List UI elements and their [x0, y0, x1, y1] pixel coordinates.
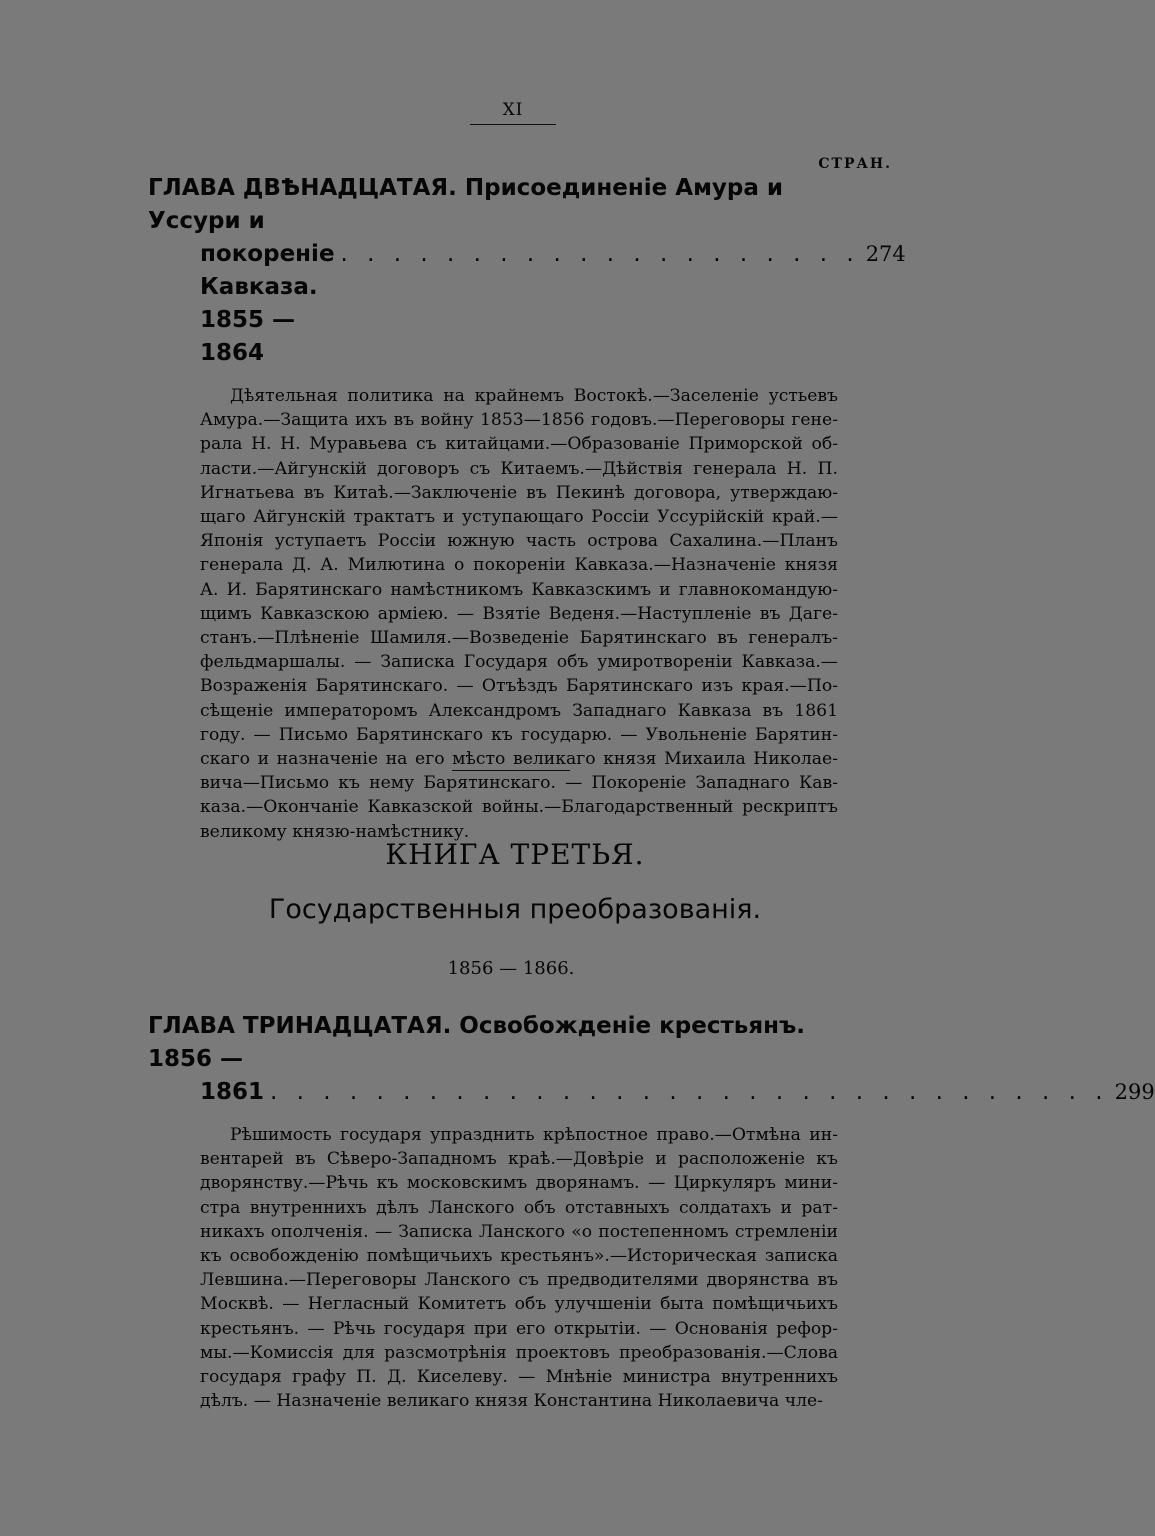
chapter-twelve-heading [148, 172, 906, 370]
chapter-thirteen-entry [148, 1010, 1155, 1413]
book-subtitle: Государственныя преобразованія. [268, 894, 762, 925]
chapter-twelve-title-line1: ГЛАВА ДВѢНАДЦАТАЯ. Присоединеніе Амура и Уссури и [148, 175, 783, 234]
chapter-twelve-page-ref: 274 [865, 242, 906, 266]
chapter-thirteen-heading [148, 1010, 1155, 1109]
chapter-thirteen-title-line1: ГЛАВА ТРИНАДЦАТАЯ. Освобожденіе крестьянъ. 1856 — [148, 1013, 806, 1072]
chapter-thirteen-page-ref: 299 [1114, 1080, 1155, 1104]
chapter-thirteen-title-line2: 1861 [200, 1079, 265, 1105]
page-column-label: СТРАН. [818, 156, 892, 172]
page-number: XI [470, 100, 556, 125]
chapter-twelve-summary: Дѣятельная политика на крайнемъ Востокѣ.—Заселеніе устьевъ Амура.—Защита ихъ въ войну 1853—1856 годовъ.—Переговоры генерала Н. Н. Муравьева съ китайцами.—Образованіе Приморской области.—Айгунскій договоръ съ Китаемъ.—Дѣйствія генерала Н. П. Игнатьева въ Китаѣ.—Заключеніе въ Пекинѣ договора, утверждающаго Айгунскій трактатъ и уступающаго Россіи Уссурійскій край.— Японія уступаетъ Россіи южную часть острова Сахалина.—Планъ генерала Д. А. Милютина о покореніи Кавказа.—Назначеніе князя А. И. Барятинскаго намѣстникомъ Кавказскимъ и главнокомандующимъ Кавказскою арміею. — Взятіе Веденя.—Наступленіе въ Дагестанъ.—Плѣненіе Шамиля.—Возведеніе Барятинскаго въ генералъ-фельдмаршалы. — Записка Государя объ умиротвореніи Кавказа.— Возраженія Барятинскаго. — Отъѣздъ Барятинскаго изъ края.—Посѣщеніе императоромъ Александромъ Западнаго Кавказа въ 1861 году. — Письмо Барятинскаго къ государю. — Увольненіе Барятинскаго и назначеніе на его мѣсто великаго князя Михаила Николаевича—Письмо къ нему Барятинскаго. — Покореніе Западнаго Кавказа.—Окончаніе Кавказской войны.—Благодарственный рескриптъ великому князю-намѣстнику. [200, 386, 838, 842]
book-years: 1856 — 1866. [447, 958, 575, 979]
chapter-twelve-title-line2: покореніе Кавказа. 1855 — 1864 [200, 241, 335, 366]
chapter-twelve-dot-leader: . . . . . . . . . . . . . . . . . . . . [340, 241, 860, 267]
chapter-thirteen-summary: Рѣшимость государя упразднить крѣпостное право.—Отмѣна инвентарей въ Сѣверо-Западномъ краѣ.—Довѣріе и расположеніе къ дворянству.—Рѣчь къ московскимъ дворянамъ. — Циркуляръ министра внутреннихъ дѣлъ Ланского объ отставныхъ солдатахъ и ратникахъ ополченія. — Записка Ланского «о постепенномъ стремленіи къ освобожденію помѣщичьихъ крестьянъ».—Историческая записка Левшина.—Переговоры Ланского съ предводителями дворянства въ Москвѣ. — Негласный Комитетъ объ улучшеніи быта помѣщичьихъ крестьянъ. — Рѣчь государя при его открытіи. — Основанія реформы.—Комиссія для разсмотрѣнія проектовъ преобразованія.—Слова государя графу П. Д. Киселеву. — Мнѣніе министра внутреннихъ дѣлъ. — Назначеніе великаго князя Константина Николаевича чле- [200, 1125, 838, 1412]
book-title: КНИГА ТРЕТЬЯ. [385, 838, 645, 871]
chapter-twelve-entry [148, 172, 906, 844]
chapter-thirteen-dot-leader: . . . . . . . . . . . . . . . . . . . . . . . . . . . . . . . . [270, 1079, 1109, 1105]
section-divider [452, 770, 570, 771]
